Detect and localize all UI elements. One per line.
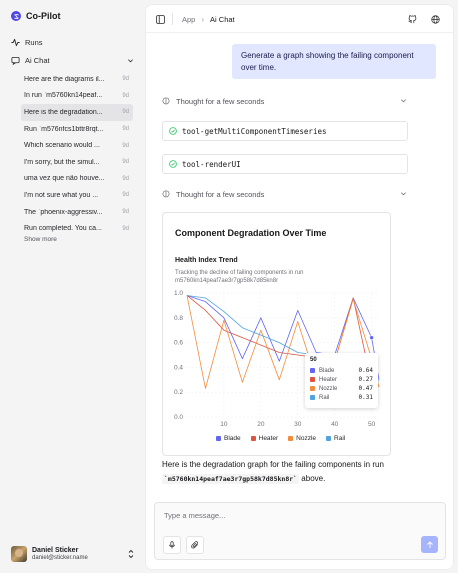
chevron-down-icon <box>127 57 134 64</box>
user-name: Daniel Sticker <box>32 547 79 554</box>
y-tick-label: 0.8 <box>173 314 183 322</box>
legend-swatch <box>288 436 293 441</box>
chat-history-item[interactable] <box>24 171 129 188</box>
legend-item[interactable] <box>216 435 241 442</box>
legend-item[interactable] <box>326 435 345 442</box>
chart-tooltip <box>305 353 378 408</box>
run-id-code: `m5760kn14peaf7ae3r7gp58k7d85kn8r` <box>164 475 298 483</box>
hover-point-blade <box>370 336 374 340</box>
chat-history-item[interactable] <box>24 187 129 204</box>
y-tick-label: 0.4 <box>173 364 183 372</box>
breadcrumb <box>182 15 235 24</box>
globe-icon[interactable] <box>431 15 440 24</box>
chat-title: The `phoenix-aggressiv... <box>24 208 103 216</box>
chat-age: 9d <box>122 192 129 199</box>
reply-text-end: above. <box>301 474 326 483</box>
brain-icon <box>162 190 170 198</box>
breadcrumb-app[interactable]: App <box>182 15 196 24</box>
legend-swatch <box>251 436 256 441</box>
user-email: daniel@sticker.name <box>32 555 88 561</box>
tool-call-name: tool-getMultiComponentTimeseries <box>182 126 327 136</box>
chat-history-item[interactable] <box>21 104 133 121</box>
chat-history-list <box>24 71 129 237</box>
tool-call-timeseries[interactable] <box>162 121 408 141</box>
sidebar-toggle-icon[interactable] <box>156 15 165 24</box>
nav-ai-chat[interactable] <box>7 54 138 67</box>
x-tick-label: 50 <box>367 421 376 428</box>
chat-title: Run `m576nfcs1bttr8rqt... <box>24 125 104 133</box>
legend-swatch <box>216 436 221 441</box>
y-tick-label: 1.0 <box>173 290 183 297</box>
legend-swatch <box>326 436 331 441</box>
chevrons-up-down-icon <box>127 549 135 559</box>
main-panel <box>146 5 453 569</box>
chart-title: Health Index Trend <box>175 257 238 264</box>
chat-title: uma vez que não houve... <box>24 175 105 183</box>
thought-toggle[interactable] <box>162 95 407 107</box>
breadcrumb-current: Ai Chat <box>210 15 235 24</box>
tooltip-series-value: 0.27 <box>358 376 373 383</box>
thought-toggle[interactable] <box>162 188 407 200</box>
chat-age: 9d <box>122 126 129 133</box>
message-input[interactable] <box>164 511 414 520</box>
voice-button[interactable] <box>163 536 181 554</box>
user-message: Generate a graph showing the failing component over time. <box>232 44 436 79</box>
chat-title: I'm sorry, but the simul... <box>24 158 100 166</box>
chat-title: Which scenario would ... <box>24 142 100 150</box>
tooltip-x-value: 50 <box>310 357 317 363</box>
chat-age: 9d <box>122 209 129 216</box>
divider <box>172 13 173 25</box>
tooltip-swatch <box>310 377 315 382</box>
chat-title: Here is the degradation... <box>24 108 103 116</box>
tooltip-swatch <box>310 368 315 373</box>
y-tick-label: 0.0 <box>173 414 183 421</box>
chat-history-item[interactable] <box>24 121 129 138</box>
tooltip-row <box>310 384 373 393</box>
top-bar <box>146 5 453 33</box>
nav-runs[interactable] <box>11 38 43 47</box>
chevron-down-icon <box>400 190 407 197</box>
brand[interactable] <box>11 11 61 21</box>
tooltip-series-name: Nozzle <box>319 385 338 392</box>
tool-call-name: tool-renderUI <box>182 159 241 169</box>
x-tick-label: 30 <box>294 421 302 428</box>
legend-label: Blade <box>224 435 241 442</box>
arrow-up-icon <box>426 541 434 549</box>
y-tick-label: 0.2 <box>173 389 183 397</box>
chat-history-item[interactable] <box>24 88 129 105</box>
x-tick-label: 20 <box>257 421 265 428</box>
paperclip-icon <box>191 541 199 549</box>
tooltip-series-value: 0.31 <box>358 394 373 401</box>
thought-label: Thought for a few seconds <box>176 189 265 199</box>
check-circle-icon <box>169 127 177 135</box>
chat-title: Run completed. You ca... <box>24 225 102 233</box>
sidebar <box>0 0 145 573</box>
x-tick-label: 40 <box>331 421 339 428</box>
chat-age: 9d <box>122 225 129 232</box>
chat-title: Here are the diagrams il... <box>24 75 105 83</box>
chat-bubble-icon <box>11 56 20 65</box>
chat-history-item[interactable] <box>24 154 129 171</box>
x-tick-label: 10 <box>220 421 228 428</box>
tooltip-series-value: 0.47 <box>358 385 373 392</box>
tooltip-series-name: Rail <box>319 394 330 401</box>
tool-call-render-ui[interactable] <box>162 154 408 174</box>
chat-age: 9d <box>122 142 129 149</box>
user-menu[interactable] <box>11 543 135 565</box>
send-button[interactable] <box>421 536 438 553</box>
tooltip-row <box>310 393 373 402</box>
tooltip-swatch <box>310 386 315 391</box>
attach-button[interactable] <box>186 536 204 554</box>
card-title: Component Degradation Over Time <box>175 228 327 238</box>
chat-history-item[interactable] <box>24 71 129 88</box>
legend-label: Nozzle <box>296 435 317 442</box>
app-name: Co-Pilot <box>26 11 61 21</box>
breadcrumb-separator: › <box>201 15 205 24</box>
legend-item[interactable] <box>251 435 279 442</box>
tooltip-swatch <box>310 395 315 400</box>
tooltip-row <box>310 375 373 384</box>
tooltip-series-value: 0.64 <box>358 367 373 374</box>
legend-label: Heater <box>258 435 279 442</box>
thought-label: Thought for a few seconds <box>176 96 265 106</box>
tooltip-series-name: Blade <box>319 367 335 374</box>
chat-title: In run `m5760kn14peaf... <box>24 92 103 100</box>
tooltip-series-name: Heater <box>319 376 338 383</box>
github-icon[interactable] <box>408 15 417 24</box>
chat-age: 9d <box>122 175 129 182</box>
chat-history-item[interactable] <box>24 220 129 237</box>
chart-subtitle: Tracking the decline of failing components in run m5760kn14peaf7ae3r7gp58k7d85kn8r <box>175 270 304 284</box>
y-tick-label: 0.6 <box>173 339 183 347</box>
chat-history-item[interactable] <box>24 204 129 221</box>
show-more-link[interactable]: Show more <box>24 236 57 243</box>
chart-card <box>162 212 391 456</box>
chat-age: 9d <box>122 92 129 99</box>
legend-item[interactable] <box>288 435 316 442</box>
chat-title: I'm not sure what you ... <box>24 191 99 199</box>
check-circle-icon <box>169 160 177 168</box>
chart-legend <box>216 435 345 442</box>
activity-icon <box>11 38 20 47</box>
microphone-icon <box>168 541 176 549</box>
copilot-logo-icon <box>11 11 21 21</box>
chat-history-item[interactable] <box>24 137 129 154</box>
chat-age: 9d <box>122 159 129 166</box>
nav-ai-chat-label: Ai Chat <box>25 56 50 65</box>
brain-icon <box>162 97 170 105</box>
reply-text: Here is the degradation graph for the failing components in run <box>162 460 384 469</box>
assistant-reply <box>162 458 422 486</box>
tooltip-row <box>310 366 373 375</box>
nav-runs-label: Runs <box>25 38 43 47</box>
chat-age: 9d <box>122 76 129 83</box>
chat-age: 9d <box>122 109 129 116</box>
avatar <box>11 546 27 562</box>
legend-label: Rail <box>334 435 346 442</box>
chevron-down-icon <box>400 97 407 104</box>
message-composer <box>154 502 446 560</box>
